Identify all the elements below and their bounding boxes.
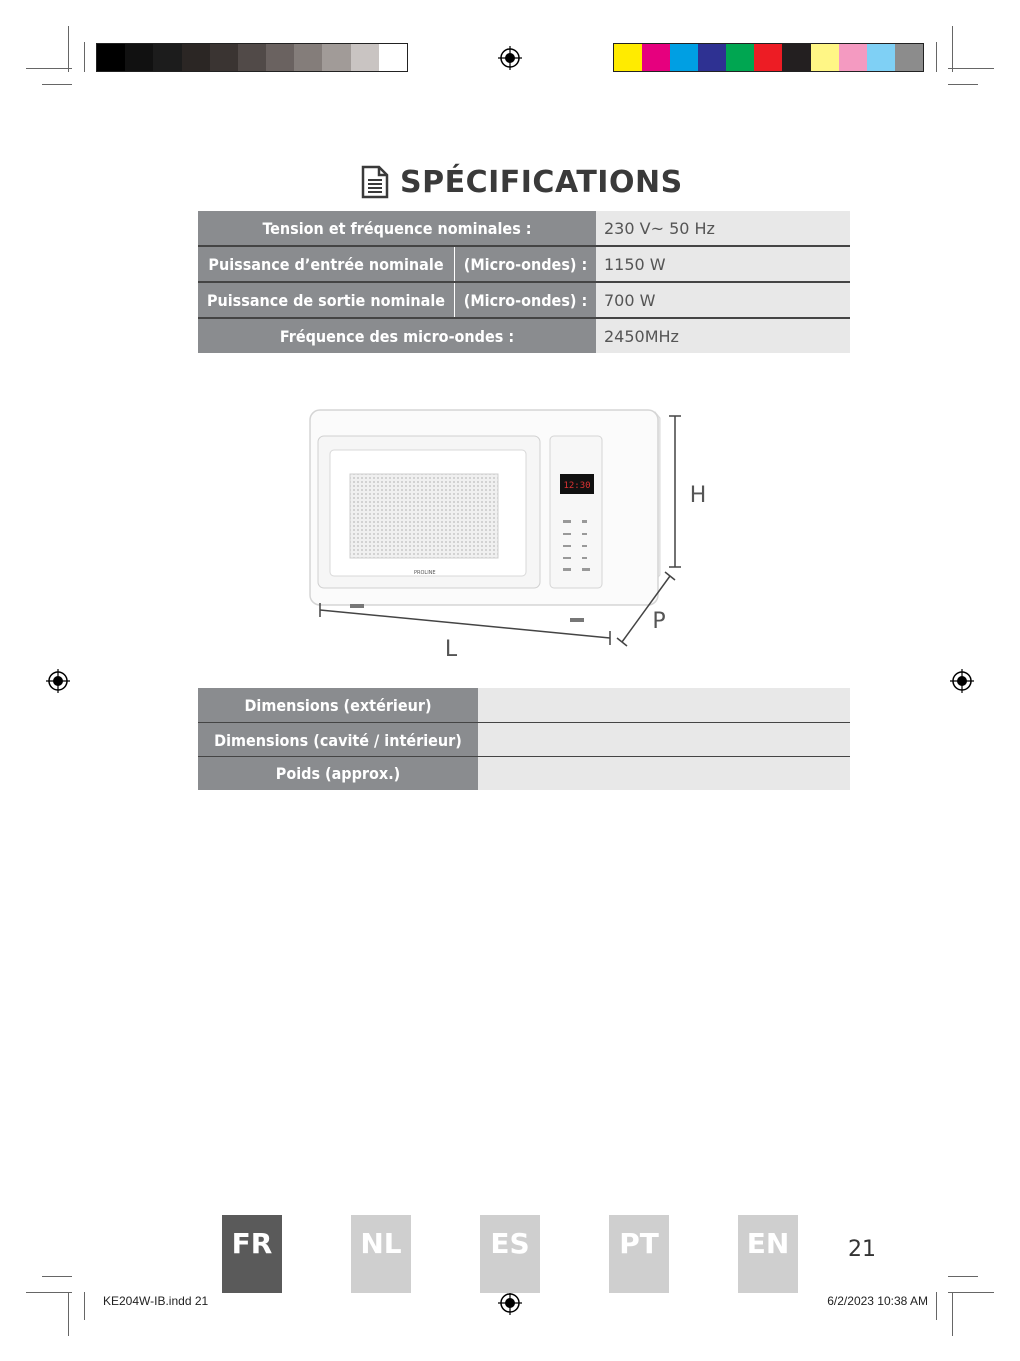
registration-mark-top xyxy=(498,46,522,70)
grayscale-calibration-bar xyxy=(96,43,408,72)
color-swatch xyxy=(153,44,181,71)
footer-timestamp: 6/2/2023 10:38 AM xyxy=(827,1294,928,1308)
brand-label: PROLINE xyxy=(414,570,436,576)
color-swatch xyxy=(642,44,670,71)
color-swatch xyxy=(210,44,238,71)
color-swatch xyxy=(782,44,810,71)
display-time: 12:30 xyxy=(563,481,591,491)
dimension-label: Poids (approx.) xyxy=(198,757,478,790)
height-label: H xyxy=(689,483,707,508)
length-label: L xyxy=(444,637,458,662)
dimension-label: Dimensions (cavité / intérieur) xyxy=(198,723,478,757)
spec-sublabel: (Micro-ondes) : xyxy=(454,283,596,317)
page-title: SPÉCIFICATIONS xyxy=(400,164,683,200)
color-swatch xyxy=(726,44,754,71)
color-calibration-bar xyxy=(613,43,924,72)
dimension-row-cavity xyxy=(198,723,850,757)
dimension-row-exterior xyxy=(198,688,850,722)
spec-value: 2450MHz xyxy=(596,319,850,353)
tab-lang-en[interactable]: EN xyxy=(738,1215,798,1293)
spec-label: Fréquence des micro-ondes : xyxy=(198,319,596,353)
spec-label: Puissance de sortie nominale xyxy=(198,283,454,317)
spec-row-output-power xyxy=(198,283,850,317)
color-swatch xyxy=(811,44,839,71)
depth-label: P xyxy=(652,609,666,634)
color-swatch xyxy=(379,44,407,71)
spec-value: 230 V~ 50 Hz xyxy=(596,211,850,245)
spec-row-frequency xyxy=(198,319,850,353)
spec-row-input-power xyxy=(198,247,850,281)
spec-label: Puissance d’entrée nominale xyxy=(198,247,454,281)
section-title xyxy=(360,160,683,204)
spec-sublabel: (Micro-ondes) : xyxy=(454,247,596,281)
color-swatch xyxy=(670,44,698,71)
dimension-value xyxy=(478,723,850,757)
color-swatch xyxy=(266,44,294,71)
color-swatch xyxy=(294,44,322,71)
tab-lang-pt[interactable]: PT xyxy=(609,1215,669,1293)
microwave-dimension-diagram xyxy=(300,400,720,670)
spec-value: 700 W xyxy=(596,283,850,317)
dimension-row-weight xyxy=(198,757,850,790)
dimension-value xyxy=(478,757,850,790)
spec-value: 1150 W xyxy=(596,247,850,281)
color-swatch xyxy=(698,44,726,71)
color-swatch xyxy=(351,44,379,71)
tab-lang-es[interactable]: ES xyxy=(480,1215,540,1293)
document-list-icon xyxy=(360,165,390,199)
color-swatch xyxy=(614,44,642,71)
page-number: 21 xyxy=(848,1237,876,1262)
registration-mark-left xyxy=(46,669,70,693)
microwave-window xyxy=(350,474,498,558)
spec-row-voltage xyxy=(198,211,850,245)
dimension-label: Dimensions (extérieur) xyxy=(198,688,478,722)
color-swatch xyxy=(754,44,782,71)
registration-mark-bottom xyxy=(498,1291,522,1315)
color-swatch xyxy=(867,44,895,71)
color-swatch xyxy=(182,44,210,71)
color-swatch xyxy=(839,44,867,71)
spec-label: Tension et fréquence nominales : xyxy=(198,211,596,245)
color-swatch xyxy=(97,44,125,71)
color-swatch xyxy=(322,44,350,71)
control-panel xyxy=(550,436,602,588)
color-swatch xyxy=(125,44,153,71)
color-swatch xyxy=(238,44,266,71)
tab-lang-fr[interactable]: FR xyxy=(222,1215,282,1293)
tab-lang-nl[interactable]: NL xyxy=(351,1215,411,1293)
color-swatch xyxy=(895,44,923,71)
registration-mark-right xyxy=(950,669,974,693)
footer-file-name: KE204W-IB.indd 21 xyxy=(103,1294,209,1308)
dimension-value xyxy=(478,688,850,722)
